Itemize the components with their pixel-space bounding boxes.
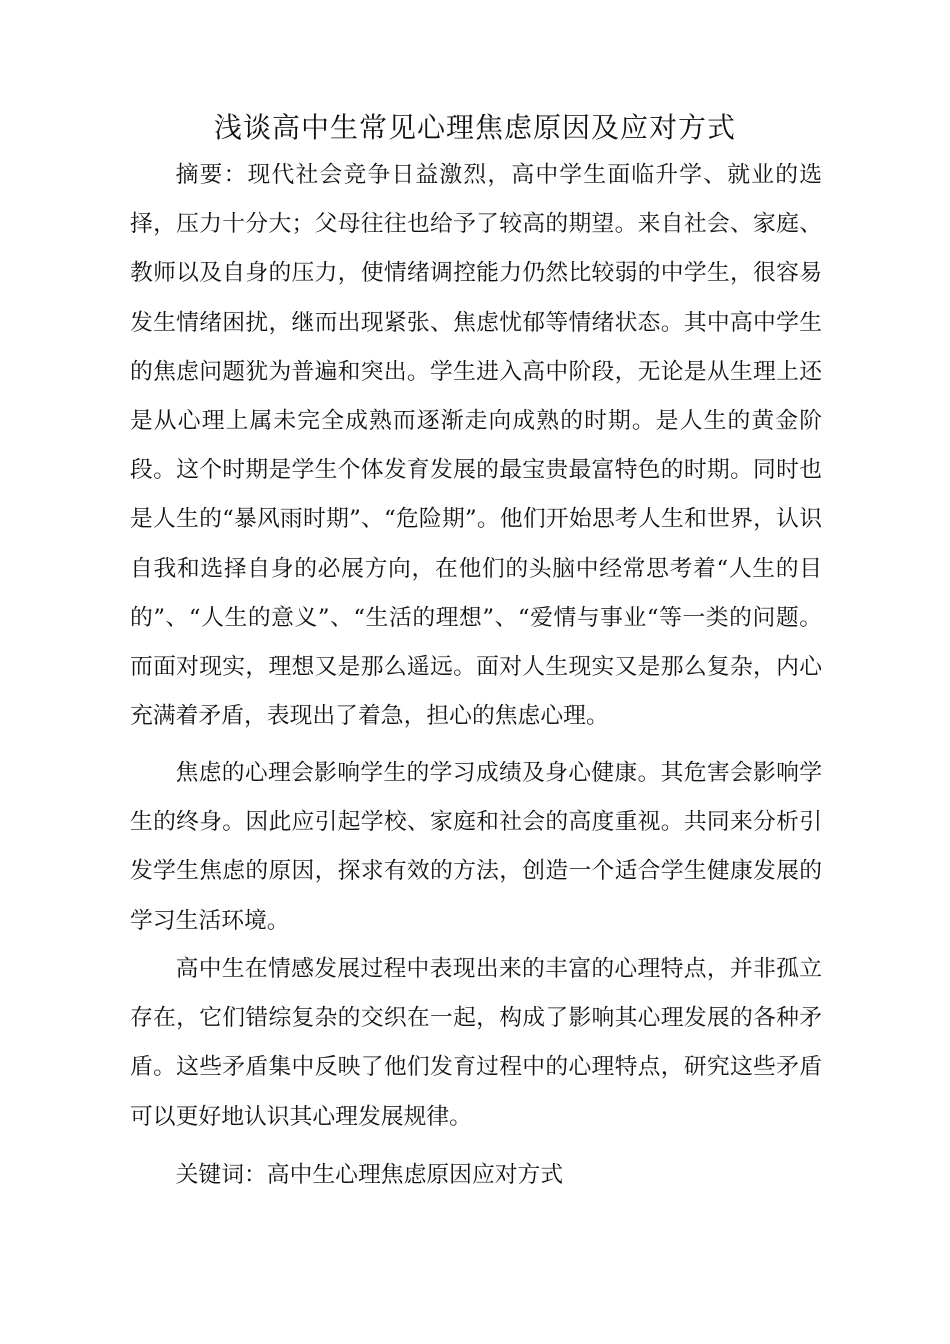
document-title: 浅谈高中生常见心理焦虑原因及应对方式 (213, 111, 736, 144)
abstract-paragraph: 摘要：现代社会竞争日益激烈，高中学生面临升学、就业的选择，压力十分大；父母往往也给予了较高的期望。来自社会、家庭、教师以及自身的压力，使情绪调控能力仍然比较弱的中学生，很容易发生情绪困扰，继而出现紧张、焦虑忧郁等情绪状态。其中高中学生的焦虑问题犹为普遍和突出。学生进入高中阶段，无论是从生理上还是从心理上属未完全成熟而逐渐走向成熟的时期。是人生的黄金阶段。这个时期是学生个体发育发展的最宝贵最富特色的时期。同时也是人生的“暴风雨时期”、“危险期”。他们开始思考人生和世界，认识自我和选择自身的必展方向，在他们的头脑中经常思考着“人生的目的”、“人生的意义”、“生活的理想”、“爱情与事业“等一类的问题。而面对现实，理想又是那么遥远。面对人生现实又是那么复杂，内心充满着矛盾，表现出了着急，担心的焦虑心理。 (130, 162, 822, 730)
body-paragraph-2: 焦虑的心理会影响学生的学习成绩及身心健康。其危害会影响学生的终身。因此应引起学校、家庭和社会的高度重视。共同来分析引发学生焦虑的原因，探求有效的方法，创造一个适合学生健康发展的学习生活环境。 (130, 760, 822, 934)
body-paragraph-3: 高中生在情感发展过程中表现出来的丰富的心理特点，并非孤立存在，它们错综复杂的交织在一起，构成了影响其心理发展的各种矛盾。这些矛盾集中反映了他们发育过程中的心理特点，研究这些矛盾可以更好地认识其心理发展规律。 (130, 956, 822, 1130)
keywords-line: 关键词：高中生心理焦虑原因应对方式 (175, 1162, 564, 1188)
